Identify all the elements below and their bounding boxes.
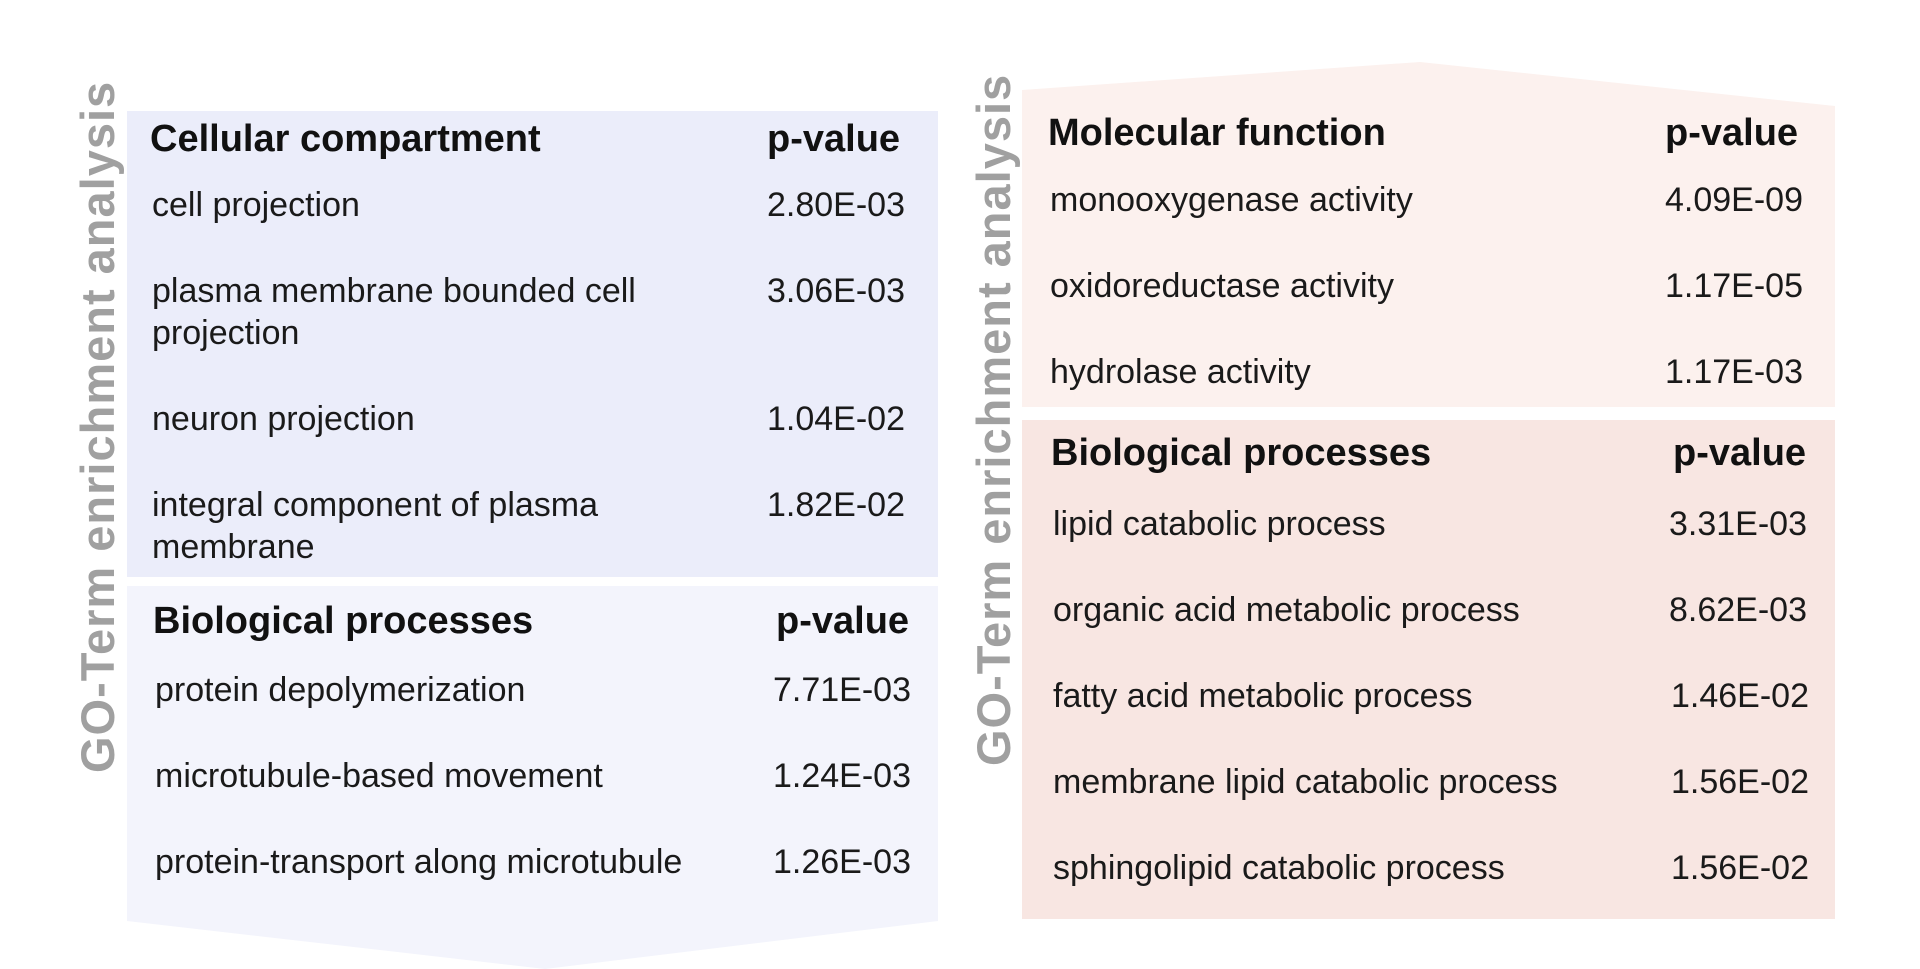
list-item-pvalue: 1.56E-02 [1671,849,1809,887]
list-item-term: lipid catabolic process [1053,505,1386,543]
list-item-pvalue: 3.06E-03 [767,272,905,310]
list-item-pvalue: 1.24E-03 [773,757,911,795]
list-item-term: plasma membrane bounded cell projection [152,272,636,352]
right-biological-title: Biological processes [1051,432,1432,474]
list-item-term: fatty acid metabolic process [1053,677,1473,715]
list-item-term: cell projection [152,186,360,224]
molecular-title: Molecular function [1048,112,1386,154]
list-item-pvalue: 1.04E-02 [767,400,905,438]
list-item-pvalue: 4.09E-09 [1665,181,1803,219]
list-item-pvalue: 1.17E-05 [1665,267,1803,305]
left-biological-pvalue-header: p-value [776,600,910,642]
list-item-pvalue: 3.31E-03 [1669,505,1807,543]
list-item-term: neuron projection [152,400,415,438]
list-item-term: protein depolymerization [155,671,526,709]
list-item-pvalue: 1.82E-02 [767,486,905,524]
list-item-term: sphingolipid catabolic process [1053,849,1505,887]
list-item-term: membrane lipid catabolic process [1053,763,1558,801]
list-item-pvalue: 2.80E-03 [767,186,905,224]
list-item-pvalue: 7.71E-03 [773,671,911,709]
list-item-pvalue: 1.56E-02 [1671,763,1809,801]
list-item-term: hydrolase activity [1050,353,1311,391]
list-item-pvalue: 1.26E-03 [773,843,911,881]
cellular-title: Cellular compartment [150,118,541,160]
list-item-pvalue: 1.17E-03 [1665,353,1803,391]
left-axis-label: GO-Term enrichment analysis [71,80,124,773]
molecular-pvalue-header: p-value [1665,112,1799,154]
list-item-pvalue: 1.46E-02 [1671,677,1809,715]
list-item-term: monooxygenase activity [1050,181,1413,219]
right-axis-label: GO-Term enrichment analysis [967,73,1020,766]
right-biological-pvalue-header: p-value [1673,432,1807,474]
list-item-term: organic acid metabolic process [1053,591,1520,629]
list-item-term: oxidoreductase activity [1050,267,1394,305]
right-biological-panel [1022,420,1835,919]
list-item-term: microtubule-based movement [155,757,603,795]
left-biological-title: Biological processes [153,600,534,642]
list-item-pvalue: 8.62E-03 [1669,591,1807,629]
list-item-term: protein-transport along microtubule [155,843,683,881]
list-item-term: integral component of plasma membrane [152,486,599,566]
cellular-pvalue-header: p-value [767,118,901,160]
